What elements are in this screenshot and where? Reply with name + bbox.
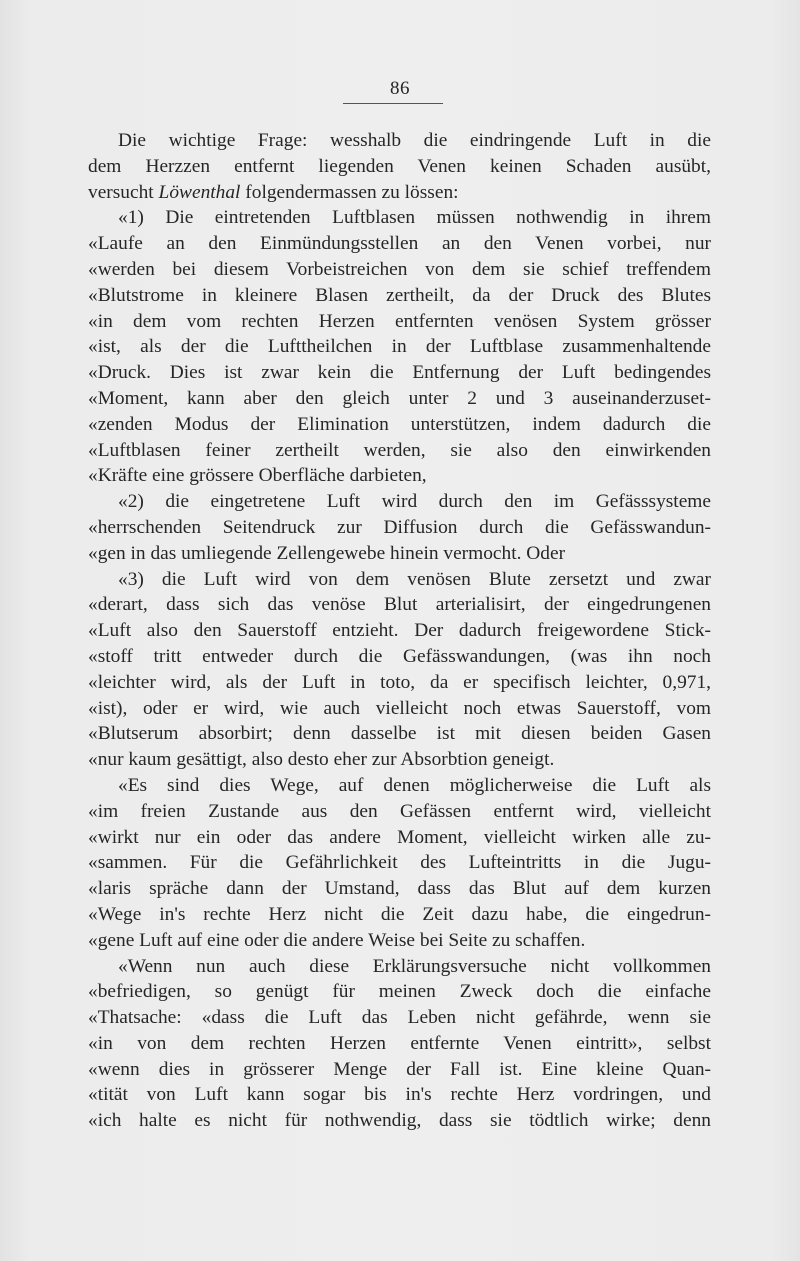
text-line: «derart, dass sich das venöse Blut arterialisirt, der eingedrungenen — [88, 594, 711, 616]
text-line: «Luftblasen feiner zertheilt werden, sie also den einwirkenden — [88, 439, 711, 461]
text-line: «gene Luft auf eine oder die andere Weise bei Seite zu schaffen. — [88, 929, 586, 951]
text-line: «werden bei diesem Vorbeistreichen von dem sie schief treffendem — [88, 258, 711, 280]
text-line: «zenden Modus der Elimination unterstützen, indem dadurch die — [88, 413, 711, 435]
text-line: «Druck. Dies ist zwar kein die Entfernung der Luft bedingendes — [88, 362, 711, 384]
text-line: «Wenn nun auch diese Erklärungsversuche nicht vollkommen — [118, 955, 711, 977]
text-line: «1) Die eintretenden Luftblasen müssen nothwendig in ihrem — [118, 207, 711, 229]
text-line: «ist), oder er wird, wie auch vielleicht noch etwas Sauerstoff, vom — [88, 697, 711, 719]
text-line: «laris spräche dann der Umstand, dass das Blut auf dem kurzen — [88, 878, 711, 900]
text-line: «leichter wird, als der Luft in toto, da er specifisch leichter, 0,971, — [88, 671, 711, 693]
text-line: «Blutstrome in kleinere Blasen zertheilt, da der Druck des Blutes — [88, 284, 711, 306]
text-line: «wirkt nur ein oder das andere Moment, vielleicht wirken alle zu- — [88, 826, 711, 848]
text-line: «ich halte es nicht für nothwendig, dass sie tödtlich wirke; denn — [88, 1110, 711, 1132]
text-line: «Moment, kann aber den gleich unter 2 und 3 auseinanderzuset- — [88, 387, 711, 409]
text-line: «3) die Luft wird von dem venösen Blute zersetzt und zwar — [118, 568, 711, 590]
text-line: dem Herzzen entfernt liegenden Venen keinen Schaden ausübt, — [88, 155, 711, 177]
text-line: «ist, als der die Lufttheilchen in der Luftblase zusammenhaltende — [88, 336, 711, 358]
text-line: «2) die eingetretene Luft wird durch den im Gefässsysteme — [118, 491, 711, 513]
text-segment: versucht — [88, 181, 159, 203]
text-line: «im freien Zustande aus den Gefässen entfernt wird, vielleicht — [88, 800, 711, 822]
text-line: «Wege in's rechte Herz nicht die Zeit dazu habe, die eingedrun- — [88, 903, 711, 925]
text-line: «gen in das umliegende Zellengewebe hinein vermocht. Oder — [88, 542, 566, 564]
page-number: 86 — [390, 78, 410, 99]
text-line: «tität von Luft kann sogar bis in's rechte Herz vordringen, und — [88, 1084, 711, 1106]
text-line: «Kräfte eine grössere Oberfläche darbieten, — [88, 465, 427, 487]
text-line: «wenn dies in grösserer Menge der Fall ist. Eine kleine Quan- — [88, 1058, 711, 1080]
text-line: «befriedigen, so genügt für meinen Zweck doch die einfache — [88, 981, 711, 1003]
body-text — [88, 128, 711, 1134]
text-line: «sammen. Für die Gefährlichkeit des Lufteintritts in die Jugu- — [88, 852, 711, 874]
header-rule — [343, 103, 443, 104]
text-line: «Blutserum absorbirt; denn dasselbe ist mit diesen beiden Gasen — [88, 723, 711, 745]
text-line — [88, 180, 711, 206]
text-segment: folgendermassen zu lössen: — [240, 181, 459, 203]
text-line: «herrschenden Seitendruck zur Diffusion durch die Gefässwandun- — [88, 516, 711, 538]
text-line: Die wichtige Frage: wesshalb die eindringende Luft in die — [118, 130, 711, 151]
text-line: «Es sind dies Wege, auf denen möglicherweise die Luft als — [118, 774, 711, 796]
author-name: Löwenthal — [158, 181, 241, 203]
text-line: «Luft also den Sauerstoff entzieht. Der dadurch freigewordene Stick- — [88, 620, 711, 642]
text-line: «stoff tritt entweder durch die Gefässwandungen, (was ihn noch — [88, 645, 711, 667]
text-line: «Thatsache: «dass die Luft das Leben nicht gefährde, wenn sie — [88, 1007, 711, 1029]
text-line: «in dem vom rechten Herzen entfernten venösen System grösser — [88, 310, 711, 332]
text-line: «in von dem rechten Herzen entfernte Venen eintritt», selbst — [88, 1032, 711, 1054]
text-line: «Laufe an den Einmündungsstellen an den Venen vorbei, nur — [88, 233, 711, 255]
text-line: «nur kaum gesättigt, also desto eher zur Absorbtion geneigt. — [88, 749, 555, 771]
